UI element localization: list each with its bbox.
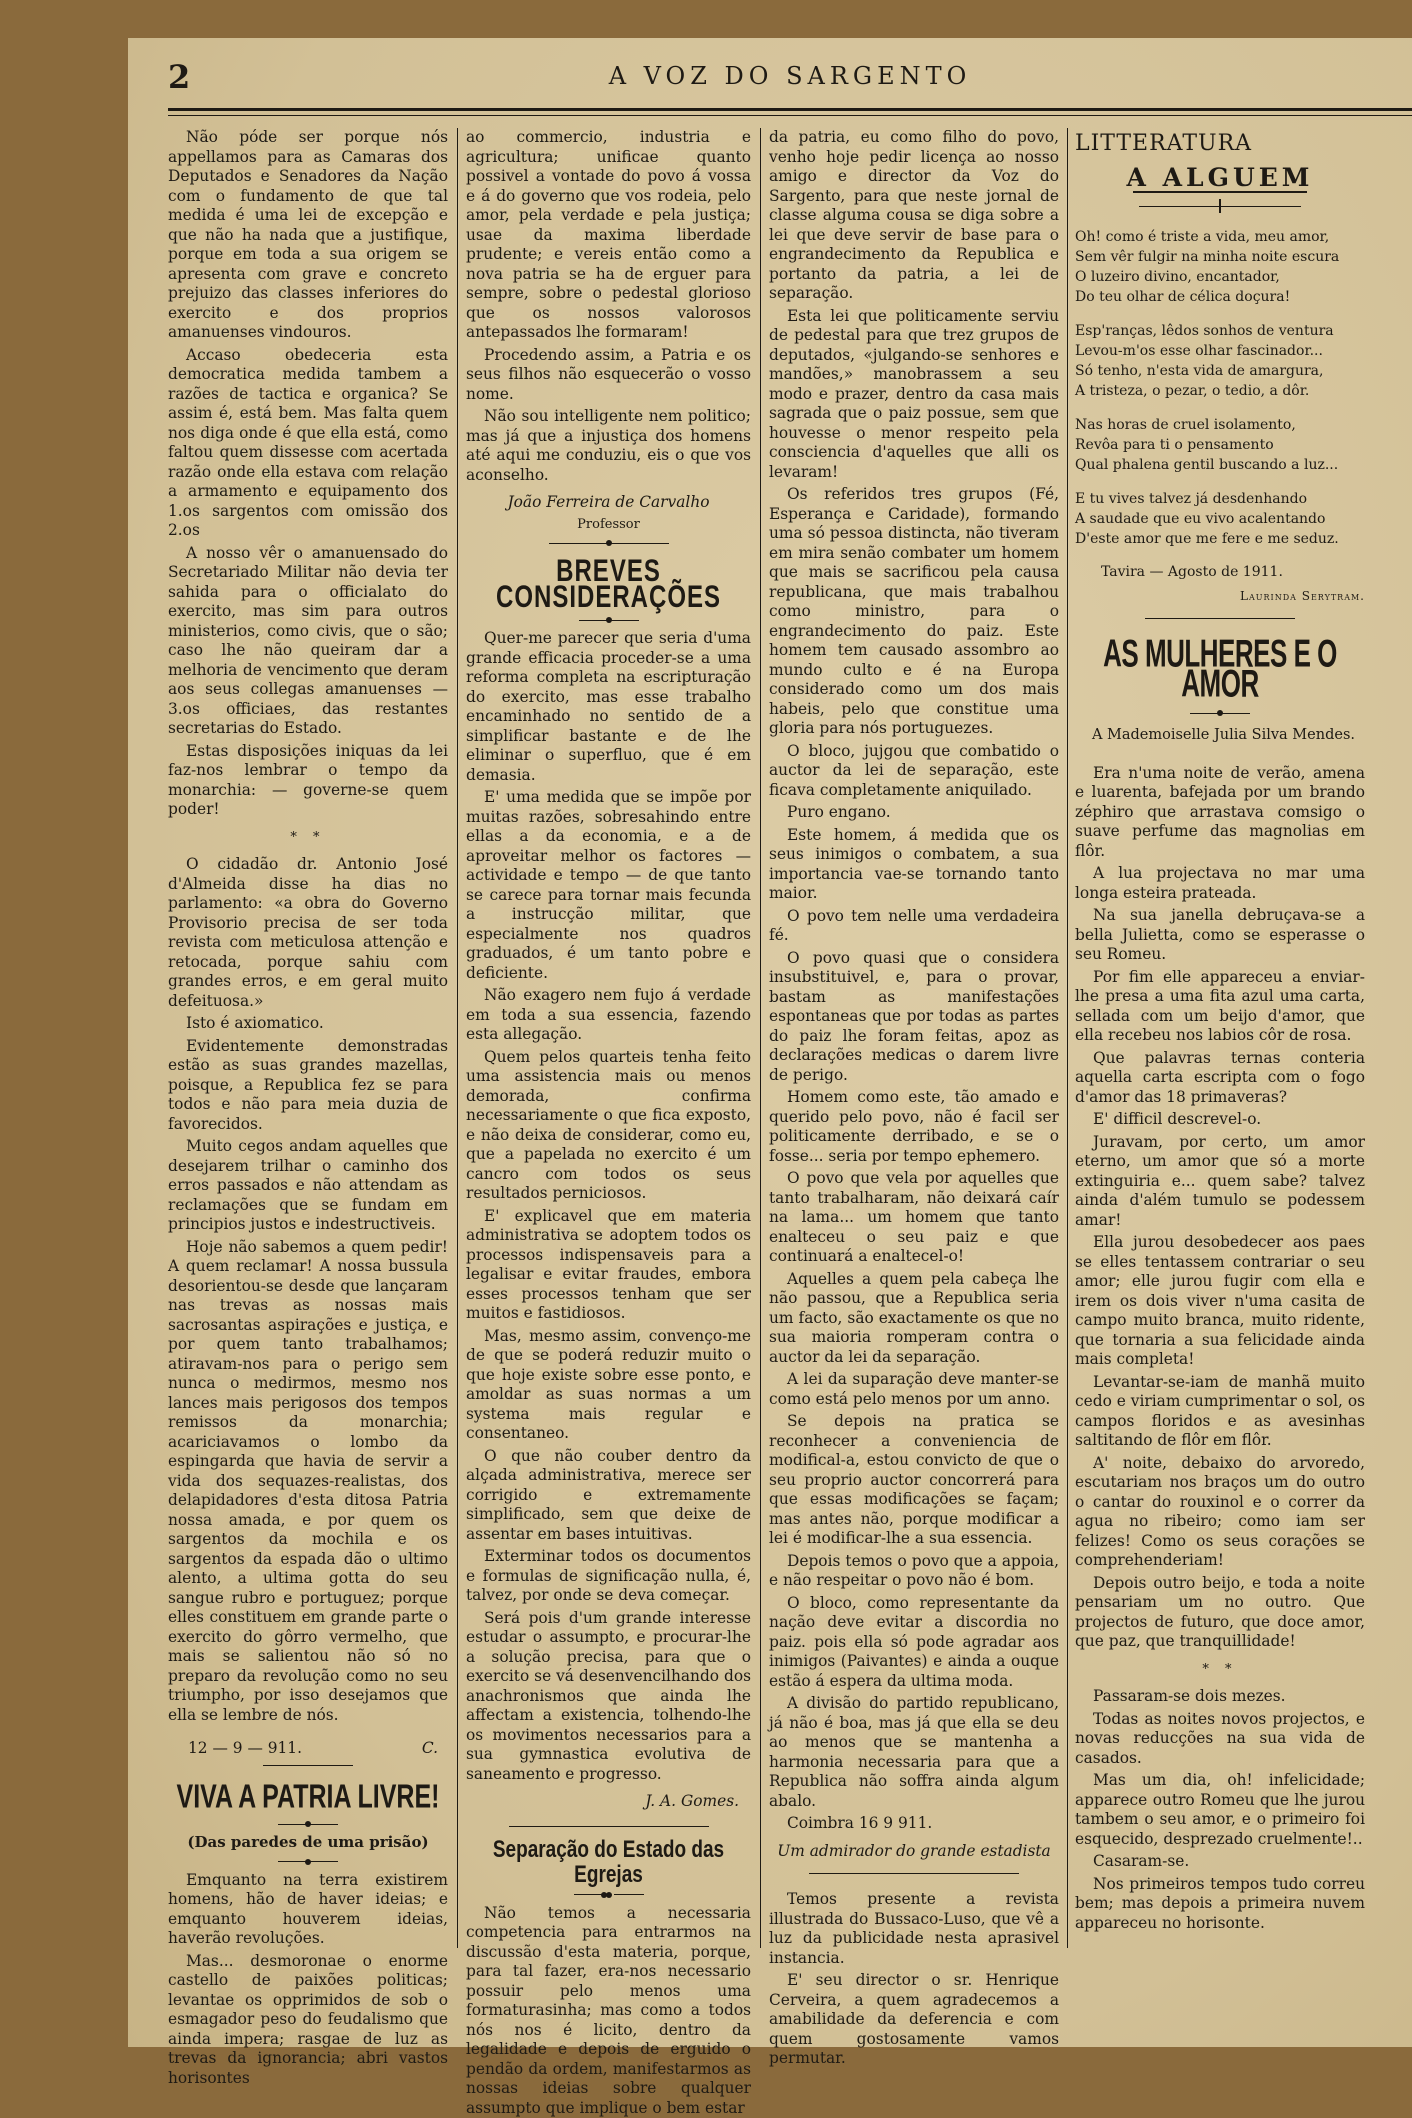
- paragraph: Não exagero nem fujo á verdade em toda a sua essencia, fazendo esta allegação.: [466, 986, 751, 1045]
- paragraph: Não póde ser porque nós appellamos para as Camaras dos Deputados e Senadores da Nação com o fundamento de que tal medida é uma lei de excepção e que não ha nada que a justifique, porque em toda a sua origem se apresenta com grave e concreto prejuizo das classes inferiores do exercito e dos proprios amanuenses vindouros.: [168, 128, 448, 343]
- paragraph: Emquanto na terra existirem homens, hão de haver ideias; e emquanto houverem ideias, haverão revoluções.: [168, 1871, 448, 1949]
- article-initial: C.: [422, 1739, 438, 1759]
- separator: [769, 1873, 1059, 1874]
- paragraph: Era n'uma noite de verão, amena e luarenta, bafejada por um brando zéphiro que arrastava comsigo o suave perfume das magnolias em flôr.: [1075, 764, 1365, 862]
- paragraph: A lua projectava no mar uma longa esteira prateada.: [1075, 864, 1365, 903]
- poem-stanza: Esp'ranças, lêdos sonhos de ventura Levou-m'os esse olhar fascinador... Só tenho, n'esta vida de amargura, A tristeza, o pezar, o tedio, a dôr.: [1075, 321, 1365, 401]
- separator: [168, 1765, 448, 1766]
- separator: [466, 1826, 751, 1827]
- article-dateline: [188, 1739, 438, 1759]
- column-divider: [457, 128, 458, 1948]
- paragraph: Quem pelos quarteis tenha feito uma assistencia mais ou menos demorada, confirma necessariamente o que fica exposto, e não deixa de considerar, como eu, que a papelada no exercito é um cancro com todos os seus resultados perniciosos.: [466, 1048, 751, 1204]
- paragraph: O que não couber dentro da alçada administrativa, merece ser corrigido e extremamente simplificado, sem que deixe de assentar em bases intuitivas.: [466, 1447, 751, 1545]
- paragraph: Accaso obedeceria esta democratica medida tambem a razões de tactica e organica? Se assim é, está bem. Mas falta quem nos diga onde é que ella está, como faltou quem dissesse com acertada razão onde ella estava com relação a armamento e equipamento dos 1.os sargentos com omissão dos 2.os: [168, 346, 448, 541]
- paragraph: Depois temos o povo que a appoia, e não respeitar o povo não é bom.: [769, 1552, 1059, 1591]
- paragraph: Este homem, á medida que os seus inimigos o combatem, a sua importancia vae-se tornando tanto maior.: [769, 826, 1059, 904]
- section-stars: * *: [168, 828, 448, 848]
- article-date: 12 — 9 — 911.: [188, 1739, 302, 1759]
- paragraph: Puro engano.: [769, 803, 1059, 823]
- paragraph: A' noite, debaixo do arvoredo, escutariam nos braços um do outro o cantar do rouxinol e o correr da agua no ribeiro; como iam ser felizes! Como os seus corações se comprehenderiam!: [1075, 1454, 1365, 1571]
- paragraph: Nos primeiros tempos tudo correu bem; mas depois a primeira nuvem appareceu no horisonte.: [1075, 1875, 1365, 1934]
- paragraph: Homem como este, tão amado e querido pelo povo, não é facil ser politicamente derribado, e se o fosse... seria por tempo ephemero.: [769, 1088, 1059, 1166]
- paragraph: O povo tem nelle uma verdadeira fé.: [769, 907, 1059, 946]
- paragraph: O cidadão dr. Antonio José d'Almeida disse ha dias no parlamento: «a obra do Governo Provisorio precisa de ser toda revista com meticulosa attenção e retocada, porque sahiu com grandes erros, e em geral muito defeituosa.»: [168, 855, 448, 1011]
- paragraph: Que palavras ternas conteria aquella carta escripta com o fogo d'amor das 18 primaveras?: [1075, 1049, 1365, 1108]
- paragraph: Mas, mesmo assim, convenço-me de que se poderá reduzir muito o que hoje existe sobre esse ponto, e amoldar as suas normas a um systema mais regular e consentaneo.: [466, 1327, 751, 1444]
- paragraph: A nosso vêr o amanuensado do Secretariado Militar não devia ter sahida para o officialato do exercito, mas sim para outros ministerios, como civis, que o são; caso lhe não queiram dar a melhoria de vencimento que deram aos seus collegas amanuenses — 3.os officiaes, das restantes secretarias do Estado.: [168, 544, 448, 739]
- poem-place: Tavira — Agosto de 1911.: [1101, 563, 1365, 583]
- paragraph: Na sua janella debruçava-se a bella Julietta, como se esperasse o seu Romeu.: [1075, 906, 1365, 965]
- column-divider: [760, 128, 761, 1948]
- paragraph: Casaram-se.: [1075, 1852, 1365, 1872]
- column-2: [466, 128, 751, 2008]
- paragraph: O povo quasi que o considera insubstituivel, e, para o provar, bastam as manifestações espontaneas que por todas as partes do paiz lhe foram feitas, apoz as declarações medicas o darem livre de perigo.: [769, 949, 1059, 1086]
- paragraph: Mas... desmoronae o enorme castello de paixões politicas; levantae os opprimidos de sob o esmagador peso do feudalismo que ainda impera; rasgae de luz as trevas da ignorancia; abri vastos horisontes: [168, 1952, 448, 2089]
- paragraph: A lei da suparação deve manter-se como está pelo menos por um anno.: [769, 1370, 1059, 1409]
- page-header: [168, 58, 1412, 118]
- header-rule: [168, 108, 1412, 111]
- paragraph: Evidentemente demonstradas estão as suas grandes mazellas, poisque, a Republica fez se para todos e não para meia duzia de favorecidos.: [168, 1037, 448, 1135]
- section-title: LITTERATURA: [1075, 134, 1365, 154]
- paragraph: Hoje não sabemos a quem pedir! A quem reclamar! A nossa bussula desorientou-se desde que lançaram nas trevas as nossas mais sacrosantas aspirações e justiça, e por quem tanto trabalhamos; atiravam-nos para o perigo sem nunca o medirmos, mesmo nos lances mais perigosos dos tempos remissos da monarchia; acariciavamos o lombo da espingarda que havia de servir a vida dos sequazes-realistas, dos delapidadores d'esta ditosa Patria nossa amada, e por quem os sargentos da mochila e os sargentos da espada dão o ultimo alento, a ultima gotta do seu sangue rubro e portuguez; porque elles constituem em grande parte o exercito do gôrro vermelho, que mais se salientou não só no preparo da revolução como no seu triumpho, por isso desejamos que ella se lembre de nós.: [168, 1238, 448, 1726]
- paragraph: Depois outro beijo, e toda a noite pensariam um no outro. Que projectos de futuro, que doce amor, que paz, que tranquillidade!: [1075, 1574, 1365, 1652]
- article-title: AS MULHERES E O AMOR: [1075, 639, 1365, 698]
- section-stars: * *: [1075, 1660, 1365, 1680]
- separator: [1075, 199, 1365, 213]
- paragraph: Todas as noites novos projectos, e novas reducções na sua vida de casados.: [1075, 1710, 1365, 1769]
- article-author: João Ferreira de Carvalho: [466, 493, 751, 513]
- paragraph: E' explicavel que em materia administrativa se adoptem todos os processos indispensaveis para a legalisar e evitar fraudes, embora esses processos tenham que ser muitos e fastidiosos.: [466, 1207, 751, 1324]
- column-3: [769, 128, 1059, 2008]
- poem-stanza: Nas horas de cruel isolamento, Revôa para ti o pensamento Qual phalena gentil buscando a luz...: [1075, 415, 1365, 475]
- article-date: Coimbra 16 9 911.: [769, 1814, 1059, 1834]
- header-rule-thin: [168, 115, 1412, 116]
- column-1: [168, 128, 448, 2008]
- paragraph: Levantar-se-iam de manhã muito cedo e viriam cumprimentar o sol, os campos floridos e as avesinhas saltitando de flôr em flôr.: [1075, 1373, 1365, 1451]
- paragraph: Exterminar todos os documentos e formulas de significação nulla, é, talvez, por onde se deva começar.: [466, 1547, 751, 1606]
- masthead: A VOZ DO SARGENTO: [168, 62, 1412, 90]
- paragraph: E' uma medida que se impõe por muitas razões, sobresahindo entre ellas a da economia, e a de aproveitar melhor os factores — actividade e tempo — de que tanto se carece para tornar mais fecunda a instrucção militar, que especialmente nos quadros graduados, é um tanto pobre e deficiente.: [466, 788, 751, 983]
- paragraph: Temos presente a revista illustrada do Bussaco-Luso, que vê a luz da publicidade nesta aprasivel instancia.: [769, 1890, 1059, 1968]
- paragraph: E' seu director o sr. Henrique Cerveira, a quem agradecemos a amabilidade da deferencia e com quem gostosamente vamos permutar.: [769, 1971, 1059, 2069]
- article-subtitle: (Das paredes de uma prisão): [168, 1833, 448, 1853]
- paragraph: O povo que vela por aquelles que tanto trabalharam, não deixará caír na lama... um homem que tanto enalteceu o seu paiz e que continuará a enaltecel-o!: [769, 1169, 1059, 1267]
- paragraph: Quer-me parecer que seria d'uma grande efficacia proceder-se a uma reforma completa na escripturação do exercito, mas esse trabalho encaminhado no sentido de a simplificar bastante e de lhe eliminar o superfluo, que é em demasia.: [466, 629, 751, 785]
- paragraph: Esta lei que politicamente serviu de pedestal para que trez grupos de deputados, «julgando-se senhores e mandões,» manobrassem a seu modo e prazer, dentro da casa mais sagrada que o paiz possue, sem que houvesse o menor respeito pela consciencia d'aquelles que alli os levaram!: [769, 307, 1059, 483]
- newspaper-page: [128, 38, 1412, 2047]
- paragraph: Aquelles a quem pela cabeça lhe não passou, que a Republica seria um facto, são exactamente os que no sua maioria romperam contra o auctor da lei da separação.: [769, 1270, 1059, 1368]
- poem-author: Laurinda Serytram.: [1075, 587, 1365, 607]
- poem-title: A ALGUEM: [1075, 168, 1365, 188]
- paragraph: Se depois na pratica se reconhecer a conveniencia de modifical-a, estou convicto de que o seu proprio auctor concorrerá para que essas modificações se façam; mas antes não, porque modificar a lei é modificar-lhe a sua essencia.: [769, 1412, 1059, 1549]
- article-author: J. A. Gomes.: [466, 1792, 739, 1812]
- separator: [466, 1892, 751, 1898]
- article-author: Um admirador do grande estadista: [769, 1842, 1059, 1862]
- article-title: Separação do Estado das Egrejas: [466, 1838, 751, 1887]
- paragraph: E' difficil descrevel-o.: [1075, 1110, 1365, 1130]
- paragraph: Juravam, por certo, um amor eterno, um amor que só a morte extinguiria e... quem sabe? talvez ainda d'além tumulo se podessem amar!: [1075, 1133, 1365, 1231]
- author-role: Professor: [466, 515, 751, 535]
- paragraph: Por fim elle appareceu a enviar-lhe presa a uma fita azul uma carta, sellada com um beijo d'amor, que ella recebeu nos labios côr de rosa.: [1075, 968, 1365, 1046]
- poem-stanza: E tu vives talvez já desdenhando A saudade que eu vivo acalentando D'este amor que me fere e me seduz.: [1075, 489, 1365, 549]
- paragraph: Passaram-se dois mezes.: [1075, 1687, 1365, 1707]
- poem-stanza: Oh! como é triste a vida, meu amor, Sem vêr fulgir na minha noite escura O luzeiro divino, encantador, Do teu olhar de célica doçura!: [1075, 227, 1365, 307]
- separator: [466, 617, 751, 623]
- article-title: VIVA A PATRIA LIVRE!: [168, 1784, 448, 1810]
- article-continuation: [168, 128, 448, 820]
- separator: [168, 1821, 448, 1827]
- paragraph: Os referidos tres grupos (Fé, Esperança e Caridade), formando uma só pessoa distincta, não tiveram em mira senão combater um homem que mais se sacrificou pela causa republicana, que mais trabalhou como ministro, para o engrandecimento do paiz. Este homem tem causado assombro ao mundo culto e é na Europa considerado como um dos mais habeis, pelo que constitue uma gloria para nós portuguezes.: [769, 485, 1059, 739]
- paragraph: Muito cegos andam aquelles que desejarem trilhar o caminho dos erros passados e não attendam as reclamações que se fundam em principios justos e indestructiveis.: [168, 1137, 448, 1235]
- column-divider: [1067, 128, 1068, 1948]
- paragraph: Estas disposições iniquas da lei faz-nos lembrar o tempo da monarchia: — governe-se quem poder!: [168, 742, 448, 820]
- paragraph: Mas um dia, oh! infelicidade; apparece outro Romeu que lhe jurou tambem o seu amor, e o primeiro foi esquecido, desprezado cruelmente!..: [1075, 1771, 1365, 1849]
- paragraph: da patria, eu como filho do povo, venho hoje pedir licença ao nosso amigo e director da Voz do Sargento, para que neste jornal de classe alguma cousa se diga sobre a lei que deve servir de base para o engrandecimento da Republica e portanto da patria, a lei de separação.: [769, 128, 1059, 304]
- paragraph: ao commercio, industria e agricultura; unificae quanto possivel a vontade do povo á vossa e á do governo que vos rodeia, pelo amor, pela verdade e pela justiça; usae da maxima liberdade prudente; e vereis então como a nova patria se ha de erguer para sempre, sobre o pedestal glorioso que os nossos valorosos antepassados lhe formaram!: [466, 128, 751, 343]
- separator: [168, 1859, 448, 1865]
- paragraph: Ella jurou desobedecer aos paes se elles tentassem contrariar o seu amor; elle jurou fugir com ella e irem os dois viver n'uma casita de campo muito branca, muito ridente, que tornaria a sua felicidade ainda mais completa!: [1075, 1233, 1365, 1370]
- column-4: [1075, 128, 1365, 2008]
- paragraph: Não temos a necessaria competencia para entrarmos na discussão d'esta materia, porque, para tal fazer, era-nos necessario possuir pelo menos uma formaturasinha; mas como a todos nós nos é licito, dentro da legalidade e depois de erguido o pendão da ordem, manifestarmos as nossas ideias sobre qualquer assumpto que implique o bem estar: [466, 1904, 751, 2118]
- separator: [1075, 618, 1365, 619]
- dedication: A Mademoiselle Julia Silva Mendes.: [1075, 726, 1355, 746]
- paragraph: A divisão do partido republicano, já não é boa, mas já que ella se deu ao menos que se mantenha a harmonia necessaria para que a Republica não soffra ainda algum abalo.: [769, 1694, 1059, 1811]
- page-number: 2: [168, 58, 190, 96]
- paragraph: O bloco, jujgou que combatido o auctor da lei de separação, este ficava completamente aniquilado.: [769, 742, 1059, 801]
- paragraph: Não sou intelligente nem politico; mas já que a injustiça dos homens até aqui me conduziu, eis o que vos aconselho.: [466, 407, 751, 485]
- paragraph: Será pois d'um grande interesse estudar o assumpto, e procurar-lhe a solução precisa, para que o exercito se vá desenvencilhando dos anachronismos que ainda lhe affectam a existencia, tolhendo-lhe os movimentos necessarios para a sua gymnastica evolutiva de saneamento e progresso.: [466, 1609, 751, 1785]
- paragraph: Isto é axiomatico.: [168, 1014, 448, 1034]
- paragraph: Procedendo assim, a Patria e os seus filhos não esquecerão o vosso nome.: [466, 346, 751, 405]
- paragraph: O bloco, como representante da nação deve evitar a discordia no paiz. pois ella só pode agradar aos inimigos (Paivantes) e ainda a ouque estão á espera da ultima moda.: [769, 1594, 1059, 1692]
- separator: [1075, 710, 1365, 716]
- separator: [466, 540, 751, 546]
- article-title: BREVES CONSIDERAÇÕES: [466, 558, 751, 611]
